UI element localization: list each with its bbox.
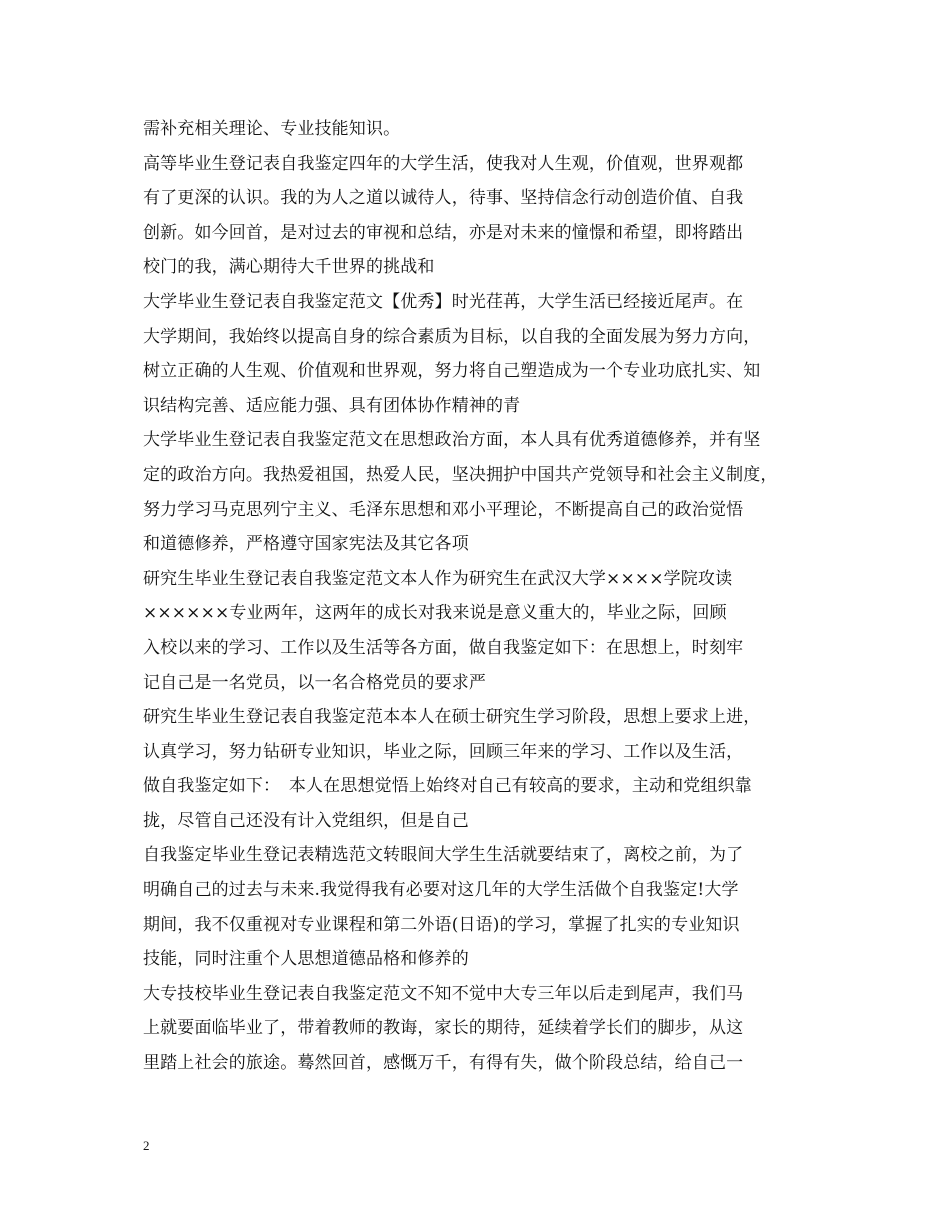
text-line: 记自己是一名党员，以一名合格党员的要求严 — [143, 672, 486, 693]
text-line: 拢，尽管自己还没有计入党组织，但是自己 — [143, 810, 469, 831]
text-line: 期间，我不仅重视对专业课程和第二外语(日语)的学习，掌握了扎实的专业知识 — [143, 914, 740, 935]
text-line: 高等毕业生登记表自我鉴定四年的大学生活，使我对人生观，价值观，世界观都 — [143, 153, 744, 174]
text-line: 识结构完善、适应能力强、具有团体协作精神的青 — [143, 395, 521, 416]
text-line: 认真学习，努力钻研专业知识，毕业之际，回顾三年来的学习、工作以及生活， — [143, 741, 744, 762]
text-line: 树立正确的人生观、价值观和世界观，努力将自己塑造成为一个专业功底扎实、知 — [143, 361, 761, 382]
text-line: 定的政治方向。我热爱祖国，热爱人民，坚决拥护中国共产党领导和社会主义制度， — [143, 464, 778, 485]
text-line: 技能，同时注重个人思想道德品格和修养的 — [143, 949, 469, 970]
text-line: 和道德修养，严格遵守国家宪法及其它各项 — [143, 534, 469, 555]
text-line: 大学毕业生登记表自我鉴定范文在思想政治方面，本人具有优秀道德修养，并有坚 — [143, 430, 761, 451]
text-line: 明确自己的过去与未来.我觉得我有必要对这几年的大学生活做个自我鉴定!大学 — [143, 880, 739, 901]
text-line: ××××××专业两年，这两年的成长对我来说是意义重大的，毕业之际，回顾 — [143, 603, 727, 624]
text-line: 创新。如今回首，是对过去的审视和总结，亦是对未来的憧憬和希望，即将踏出 — [143, 222, 744, 243]
text-line: 研究生毕业生登记表自我鉴定范文本人作为研究生在武汉大学××××学院攻读 — [143, 568, 733, 589]
text-line: 有了更深的认识。我的为人之道以诚待人，待事、坚持信念行动创造价值、自我 — [143, 188, 744, 209]
text-line: 大学期间，我始终以提高自身的综合素质为目标，以自我的全面发展为努力方向， — [143, 326, 761, 347]
page-number: 2 — [143, 1138, 150, 1153]
text-line: 大专技校毕业生登记表自我鉴定范文不知不觉中大专三年以后走到尾声，我们马 — [143, 983, 744, 1004]
text-line: 大学毕业生登记表自我鉴定范文【优秀】时光荏苒，大学生活已经接近尾声。在 — [143, 291, 744, 312]
text-line: 校门的我，满心期待大千世界的挑战和 — [143, 257, 435, 278]
text-line: 自我鉴定毕业生登记表精选范文转眼间大学生生活就要结束了，离校之前，为了 — [143, 845, 744, 866]
text-line: 需补充相关理论、专业技能知识。 — [143, 119, 401, 139]
body-text — [143, 112, 823, 1081]
text-line: 努力学习马克思列宁主义、毛泽东思想和邓小平理论，不断提高自己的政治觉悟 — [143, 499, 744, 520]
text-line: 做自我鉴定如下： 本人在思想觉悟上始终对自己有较高的要求，主动和党组织靠 — [143, 776, 752, 797]
text-line: 里踏上社会的旅途。蓦然回首，感慨万千，有得有失，做个阶段总结，给自己一 — [143, 1053, 744, 1074]
text-line: 研究生毕业生登记表自我鉴定范本本人在硕士研究生学习阶段，思想上要求上进， — [143, 707, 761, 728]
text-line: 上就要面临毕业了，带着教师的教诲，家长的期待，延续着学长们的脚步，从这 — [143, 1018, 744, 1039]
text-line: 入校以来的学习、工作以及生活等各方面，做自我鉴定如下：在思想上，时刻牢 — [143, 637, 744, 658]
